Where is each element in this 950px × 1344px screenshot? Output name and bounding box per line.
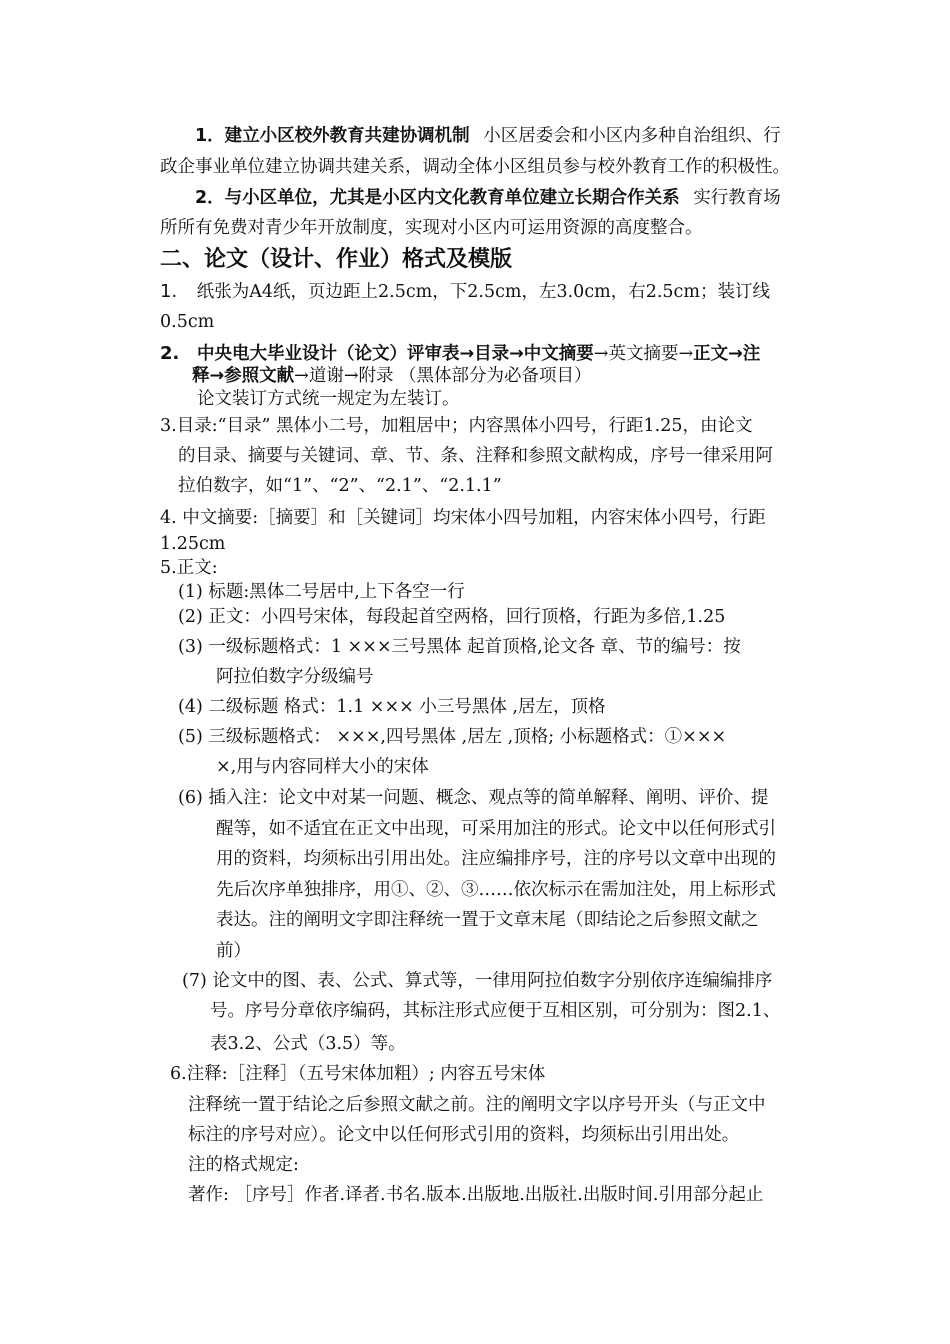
format-item5-p3a: (3) 一级标题格式：1 ×××三号黑体 起首顶格,论文各 章、节的编号：按: [178, 637, 741, 657]
format-item5-p6d: 先后次序单独排序，用①、②、③……依次标示在需加注处，用上标形式: [216, 880, 776, 900]
section-heading: 二、论文（设计、作业）格式及模版: [160, 247, 513, 272]
item2-bold-label: 2．与小区单位，尤其是小区内文化教育单位建立长期合作关系: [195, 188, 680, 208]
format-item2-line3: 论文装订方式统一规定为左装订。: [197, 389, 460, 409]
format-item5-p6b: 醒等，如不适宜在正文中出现，可采用加注的形式。论文中以任何形式引: [216, 819, 776, 839]
format-item5-p5b: ×,用与内容同样大小的宋体: [216, 757, 429, 777]
format-item5-p6f: 前）: [216, 941, 251, 961]
format-item3-line3: 拉伯数字，如“1”、“2”、“2.1”、“2.1.1”: [178, 476, 502, 496]
format-item5-p6c: 用的资料，均须标出引用出处。注应编排序号，注的序号以文章中出现的: [216, 849, 776, 869]
format-item4-line1: 4. 中文摘要:［摘要］和［关键词］均宋体小四号加粗，内容宋体小四号，行距: [160, 508, 766, 528]
format-item6-line2: 注释统一置于结论之后参照文献之前。注的阐明文字以序号开头（与正文中: [188, 1095, 766, 1115]
format-item5-label: 5.正文:: [160, 558, 218, 578]
format-item5-p1: (1) 标题:黑体二号居中,上下各空一行: [178, 582, 465, 602]
format-item4-line2: 1.25cm: [160, 534, 226, 554]
format-item1-text: 纸张为A4纸，页边距上2.5cm，下2.5cm，左3.0cm，右2.5cm；装订线: [196, 282, 770, 302]
format-item5-p6e: 表达。注的阐明文字即注释统一置于文章末尾（即结论之后参照文献之: [216, 910, 759, 930]
item1-text: 小区居委会和小区内多种自治组织、行: [483, 126, 781, 146]
format-item5-p2: (2) 正文：小四号宋体，每段起首空两格，回行顶格，行距为多倍,1.25: [178, 607, 726, 627]
format-item5-p4: (4) 二级标题 格式：1.1 ××× 小三号黑体 ,居左，顶格: [178, 697, 606, 717]
para-item2-line2: 所所有免费对青少年开放制度，实现对小区内可运用资源的高度整合。: [160, 218, 703, 238]
format-item5-p7a: (7) 论文中的图、表、公式、算式等，一律用阿拉伯数字分别依序连编编排序: [182, 971, 773, 991]
para-item1-line2: 政企事业单位建立协调共建关系，调动全体小区组员参与校外教育工作的积极性。: [160, 157, 790, 177]
para-item1-line1: [195, 122, 781, 150]
format-item1-line1: [160, 278, 770, 306]
format-item2-bold-d: 释→参照文献: [192, 366, 295, 386]
format-item2-text-e: →道谢→附录 （黑体部分为必备项目）: [294, 366, 592, 386]
format-item6-line3: 标注的序号对应）。论文中以任何形式引用的资料，均须标出引用出处。: [188, 1125, 740, 1145]
format-item6-line4: 注的格式规定:: [188, 1155, 299, 1175]
format-item3-line2: 的目录、摘要与关键词、章、节、条、注释和参照文献构成，序号一律采用阿: [178, 446, 773, 466]
item1-bold-label: 1．建立小区校外教育共建协调机制: [195, 126, 470, 146]
format-item1-num: 1.: [160, 281, 178, 302]
format-item5-p6a: (6) 插入注：论文中对某一问题、概念、观点等的简单解释、阐明、评价、提: [178, 788, 769, 808]
format-item5-p5a: (5) 三级标题格式： ×××,四号黑体 ,居左 ,顶格; 小标题格式：①×××: [178, 727, 727, 747]
item2-text: 实行教育场: [693, 188, 781, 208]
format-item6-line1: 6.注释:［注释］（五号宋体加粗）; 内容五号宋体: [170, 1064, 546, 1084]
format-item5-p7b: 号。序号分章依序编码，其标注形式应便于互相区别，可分别为：图2.1、: [210, 1001, 781, 1021]
para-item2-line1: [195, 184, 781, 212]
format-item5-p3b: 阿拉伯数字分级编号: [216, 667, 374, 687]
format-item2-bold-a: 中央电大毕业设计（论文）评审表→目录→中文摘要: [196, 344, 594, 364]
format-item2-text-b: →英文摘要→: [593, 344, 694, 364]
format-item2-num: 2.: [160, 343, 180, 364]
format-item6-line5: 著作: ［序号］作者.译者.书名.版本.出版地.出版社.出版时间.引用部分起止: [188, 1185, 764, 1205]
format-item1-line2: 0.5cm: [160, 312, 215, 332]
format-item5-p7c: 表3.2、公式（3.5）等。: [210, 1034, 406, 1054]
format-item3-line1: 3.目录:“目录” 黑体小二号，加粗居中；内容黑体小四号，行距1.25，由论文: [160, 416, 753, 436]
format-item2-bold-c: 正文→注: [693, 344, 761, 364]
